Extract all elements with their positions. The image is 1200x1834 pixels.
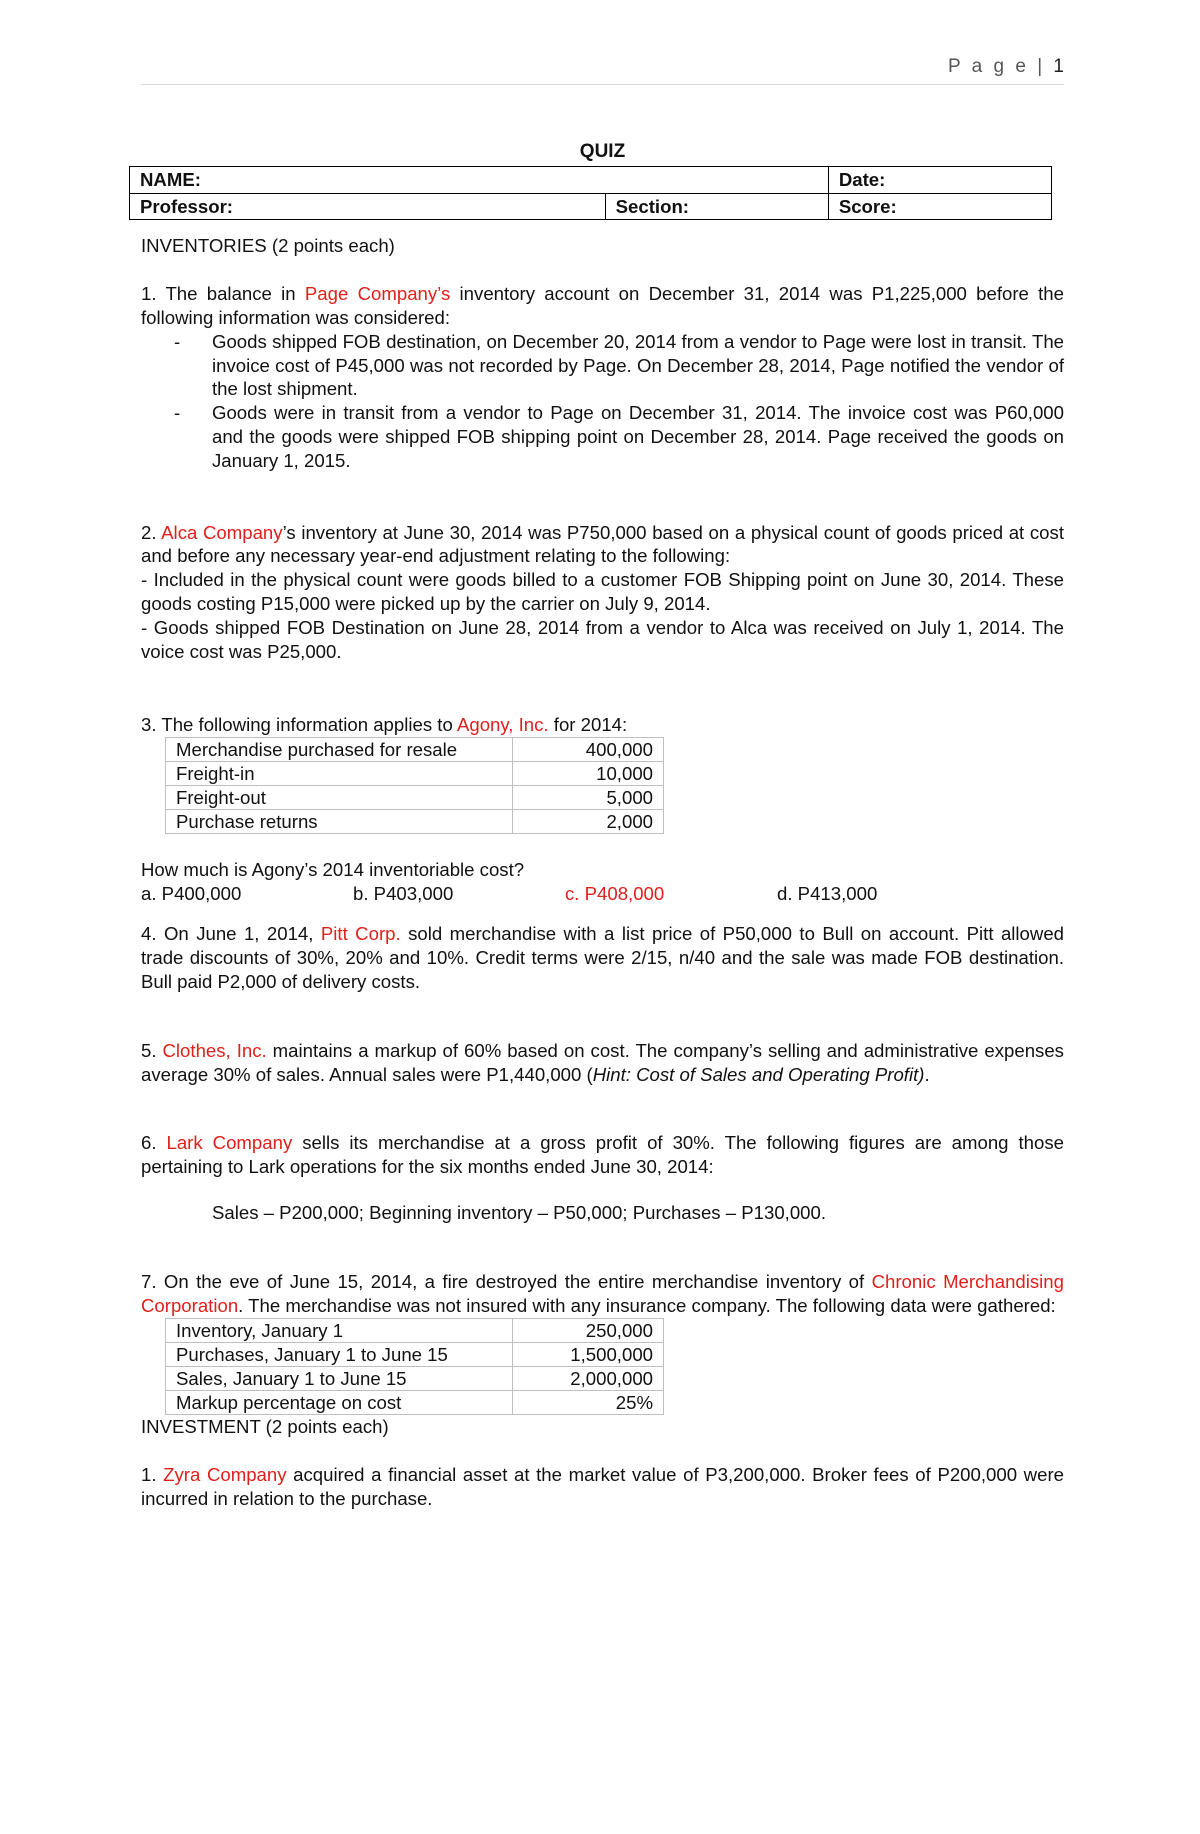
name-label: NAME: — [140, 168, 201, 190]
q2-line-1: - Included in the physical count were goods billed to a customer FOB Shipping point on June 30, 2014. These goods costing P15,000 were picked up by the carrier on July 9, 2014. — [141, 569, 1064, 614]
quiz-content — [141, 140, 1064, 1510]
q4-text-pre: 4. On June 1, 2014, — [141, 922, 321, 944]
q5-text-post: maintains a markup of 60% based on cost. The company’s selling and administrative expenses average 30% of sales. Annual sales were P1,440,000 ( — [141, 1040, 1064, 1086]
table-row — [166, 738, 664, 762]
q3-data-table — [165, 737, 664, 834]
score-label: Score: — [838, 195, 897, 217]
q3-company: Agony, Inc. — [456, 714, 549, 736]
row-value: 1,500,000 — [513, 1342, 664, 1366]
q6-company: Lark Company — [166, 1131, 293, 1153]
table-row — [166, 786, 664, 810]
choice-d: d. P413,000 — [777, 882, 878, 904]
q4-text-post: sold merchandise with a list price of P50,000 to Bull on account. Pitt allowed trade discounts of 30%, 20% and 10%. Credit terms were 2/15, n/40 and the sale was made FOB destination. Bull paid P2,000 of delivery costs. — [141, 922, 1065, 992]
question-4 — [141, 922, 1064, 993]
q7-data-table — [165, 1318, 664, 1415]
q6-text-pre: 6. — [141, 1131, 167, 1153]
table-row — [166, 762, 664, 786]
inv-q1-company: Zyra Company — [163, 1463, 287, 1485]
row-label: Merchandise purchased for resale — [166, 738, 513, 762]
row-label: Inventory, January 1 — [166, 1318, 513, 1342]
q1-text-pre: 1. The balance in — [141, 283, 305, 305]
table-row — [166, 1390, 664, 1414]
q3-question: How much is Agony’s 2014 inventoriable cost? — [141, 859, 525, 881]
row-label: Purchases, January 1 to June 15 — [166, 1342, 513, 1366]
q5-hint: Hint: Cost of Sales and Operating Profit) — [592, 1064, 925, 1086]
page-label: P a g e | — [948, 56, 1046, 77]
name-cell — [130, 166, 829, 193]
question-3 — [141, 713, 1064, 737]
question-1 — [141, 282, 1064, 330]
q3-choices — [141, 882, 1064, 906]
score-cell — [828, 193, 1051, 220]
date-cell — [828, 166, 1051, 193]
inventories-heading: INVENTORIES (2 points each) — [141, 235, 395, 257]
q5-company: Clothes, Inc. — [162, 1040, 267, 1062]
q2-text-pre: 2. — [141, 521, 162, 543]
q1-bullet-list — [141, 330, 1064, 473]
quiz-title: QUIZ — [579, 141, 626, 162]
inv-q1-text-pre: 1. — [141, 1463, 164, 1485]
section-label: Section: — [615, 195, 689, 217]
q6-figures: Sales – P200,000; Beginning inventory – P50,000; Purchases – P130,000. — [212, 1201, 827, 1223]
q2-line-2: - Goods shipped FOB Destination on June 28, 2014 from a vendor to Alca was received on July 1, 2014. The voice cost was P25,000. — [141, 616, 1064, 662]
student-info-table — [129, 166, 1052, 221]
q6-text-post: sells its merchandise at a gross profit of 30%. The following figures are among those pertaining to Lark operations for the six months ended June 30, 2014: — [141, 1131, 1064, 1177]
row-value: 25% — [513, 1390, 664, 1414]
page-number: 1 — [1053, 56, 1064, 77]
q5-text-pre: 5. — [141, 1040, 163, 1062]
q2-company: Alca Company — [161, 521, 283, 543]
q1-bullet-text: Goods were in transit from a vendor to Page on December 31, 2014. The invoice cost was P60,000 and the goods were shipped FOB shipping point on December 28, 2014. Page received the goods on January 1, 2015. — [212, 402, 1064, 471]
q2-text-post: ’s inventory at June 30, 2014 was P750,000 based on a physical count of goods priced at cost and before any necessary year-end adjustment relating to the following: — [141, 521, 1064, 567]
row-value: 2,000 — [513, 810, 664, 834]
choice-b: b. P403,000 — [353, 882, 454, 904]
q7-company: Chronic Merchandising Corporation — [141, 1271, 1064, 1317]
choice-a: a. P400,000 — [141, 882, 242, 904]
row-label: Markup percentage on cost — [166, 1390, 513, 1414]
question-2 — [141, 521, 1064, 569]
page-header — [141, 56, 1064, 85]
section-cell — [605, 193, 828, 220]
row-label: Sales, January 1 to June 15 — [166, 1366, 513, 1390]
table-row — [166, 810, 664, 834]
table-row — [166, 1318, 664, 1342]
q7-text-pre: 7. On the eve of June 15, 2014, a fire destroyed the entire merchandise inventory of — [141, 1271, 872, 1293]
q1-bullet-text: Goods shipped FOB destination, on December 20, 2014 from a vendor to Page were lost in transit. The invoice cost of P45,000 was not recorded by Page. On December 28, 2014, Page notified the vendor of the lost shipment. — [212, 330, 1064, 400]
investment-heading: INVESTMENT (2 points each) — [141, 1415, 389, 1437]
row-label: Freight-in — [166, 762, 513, 786]
row-label: Freight-out — [166, 786, 513, 810]
q1-bullet: - Goods shipped FOB destination, on December 20, 2014 from a vendor to Page were lost in transit. The invoice cost of P45,000 was not recorded by Page. On December 28, 2014, Page notified the vendor of the lost shipment. — [174, 330, 1064, 400]
choice-c: c. P408,000 — [565, 882, 665, 904]
table-row — [166, 1342, 664, 1366]
q3-text-post: for 2014: — [548, 714, 628, 736]
investment-question-1 — [141, 1463, 1064, 1511]
q4-company: Pitt Corp. — [320, 922, 401, 944]
question-6 — [141, 1131, 1064, 1179]
professor-cell — [130, 193, 606, 220]
question-5 — [141, 1039, 1064, 1087]
q5-text-end: . — [924, 1064, 930, 1086]
row-value: 400,000 — [513, 738, 664, 762]
q7-text-post: . The merchandise was not insured with any insurance company. The following data were gathered: — [238, 1295, 1056, 1317]
row-value: 250,000 — [513, 1318, 664, 1342]
row-value: 10,000 — [513, 762, 664, 786]
inv-q1-text-post: acquired a financial asset at the market value of P3,200,000. Broker fees of P200,000 were incurred in relation to the purchase. — [141, 1463, 1064, 1509]
date-label: Date: — [838, 168, 886, 190]
row-label: Purchase returns — [166, 810, 513, 834]
q1-text-post: inventory account on December 31, 2014 was P1,225,000 before the following information was considered: — [141, 283, 1064, 328]
table-row — [166, 1366, 664, 1390]
professor-label: Professor: — [140, 195, 233, 217]
row-value: 5,000 — [513, 786, 664, 810]
q3-text-pre: 3. The following information applies to — [141, 714, 457, 736]
q1-bullet: - Goods were in transit from a vendor to Page on December 31, 2014. The invoice cost was P60,000 and the goods were shipped FOB shipping point on December 28, 2014. Page received the goods on January 1, 2015. — [174, 402, 1064, 471]
question-7 — [141, 1270, 1064, 1318]
row-value: 2,000,000 — [513, 1366, 664, 1390]
q1-company: Page Company’s — [304, 283, 451, 305]
